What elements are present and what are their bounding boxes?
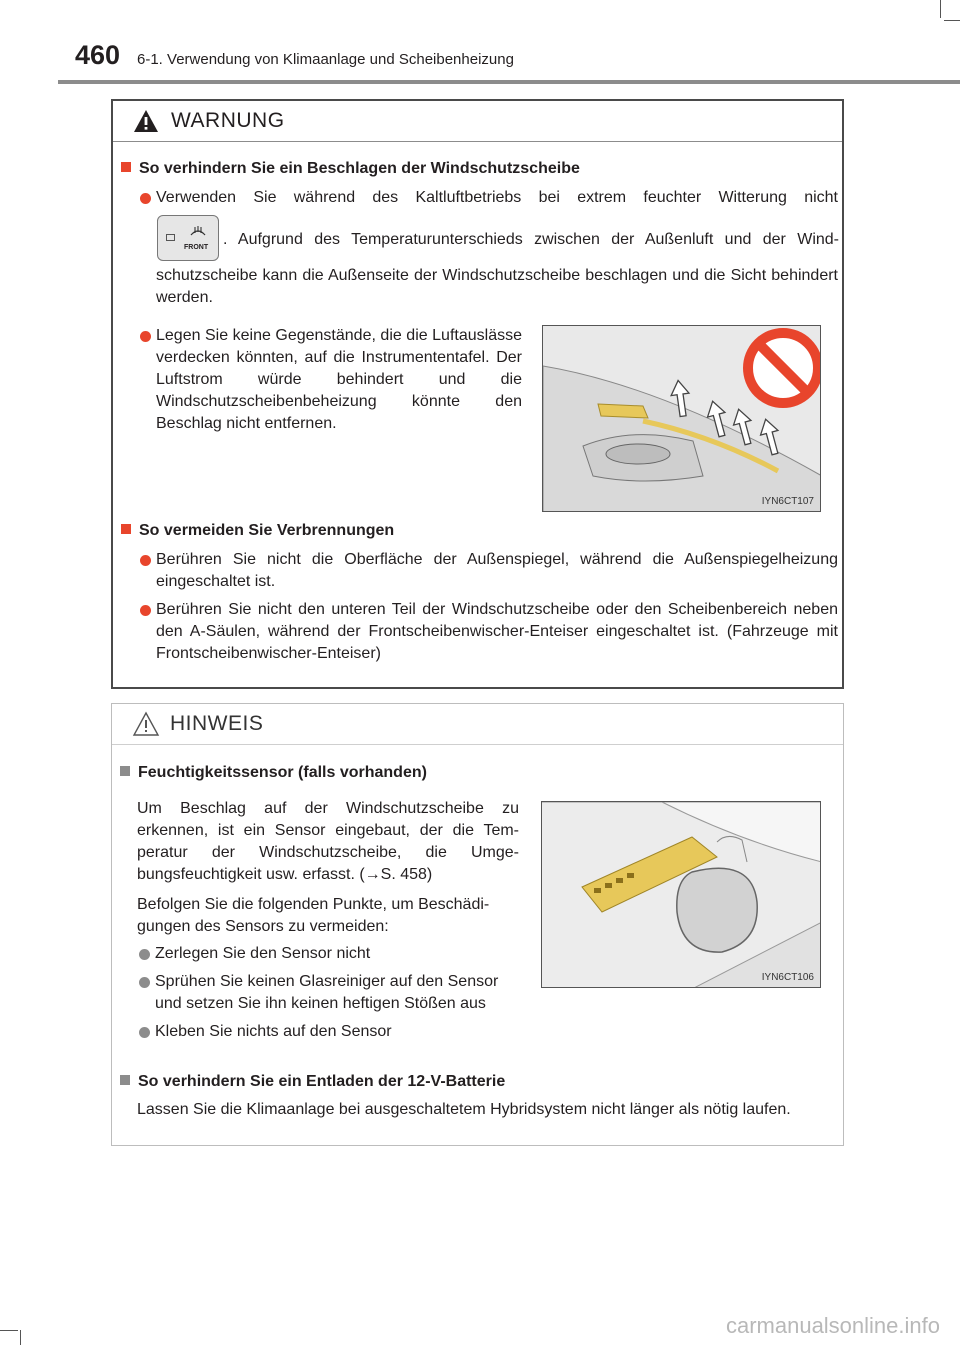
bullet-dot-icon	[140, 193, 151, 204]
section-heading: So verhindern Sie ein Entladen der 12-V-Batterie	[120, 1073, 505, 1091]
dashboard-figure	[542, 325, 821, 512]
bullet-dot-icon	[139, 977, 150, 988]
figure-code: IYN6CT107	[761, 496, 814, 507]
crop-mark	[940, 0, 941, 18]
indicator-icon	[166, 234, 175, 241]
bullet-text: schutzscheibe kann die Außenseite der Windschutzscheibe beschlagen und die Sicht behindert werden.	[156, 267, 838, 306]
bullet-text: Zerlegen Sie den Sensor nicht	[155, 945, 371, 962]
warning-triangle-icon	[133, 109, 159, 133]
caution-triangle-icon	[132, 711, 160, 737]
bullet-dot-icon	[139, 1027, 150, 1038]
header-rule	[58, 80, 960, 84]
footer-brand: carmanualsonline.info	[725, 1313, 940, 1338]
bullet-dot-icon	[139, 949, 150, 960]
paragraph: Lassen Sie die Klimaanlage bei ausgeschaltetem Hybridsystem nicht länger als nötig laufen.	[137, 1101, 791, 1118]
crop-mark	[944, 20, 960, 21]
warning-box	[111, 99, 844, 689]
crop-mark	[20, 1330, 21, 1345]
note-header	[112, 704, 843, 745]
square-bullet-icon	[121, 524, 131, 534]
bullet-dot-icon	[140, 331, 151, 342]
bullet-text: . Aufgrund des Temperaturunterschieds zwischen der Außenluft und der Wind-	[223, 231, 839, 248]
square-bullet-icon	[120, 1075, 130, 1085]
bullet-text: Sprühen Sie keinen Glasreiniger auf den Sensor und setzen Sie ihn keinen heftigen Stößen aus	[155, 973, 499, 1012]
dashboard-illustration	[543, 326, 821, 512]
button-label: FRONT	[184, 244, 209, 251]
section-heading: Feuchtigkeitssensor (falls vorhanden)	[120, 764, 427, 782]
square-bullet-icon	[121, 162, 131, 172]
bullet-text: Verwenden Sie während des Kaltluftbetriebs bei extrem feuchter Witterung nicht	[156, 189, 838, 206]
bullet-text: Legen Sie keine Gegenstände, die die Luftauslässe verdecken könnten, auf die Instrumententafel. Der Luftstrom würde behindert und die Windschutzscheibenbeheizung könnte den Beschlag nicht entfernen.	[156, 327, 522, 432]
prohibited-icon	[748, 333, 818, 403]
section-heading: So verhindern Sie ein Beschlagen der Windschutzscheibe	[121, 160, 580, 178]
note-title: HINWEIS	[170, 712, 264, 735]
paragraph: Um Beschlag auf der Windschutzscheibe zu erkennen, ist ein Sensor eingebaut, der die Temperatur der Windschutzscheibe, die Umgebungsfeuchtigkeit usw. erfasst. (→S. 458)	[137, 800, 519, 883]
chapter-title: 6-1. Verwendung von Klimaanlage und Scheibenheizung	[137, 51, 514, 68]
bullet-text: Berühren Sie nicht die Oberfläche der Außenspiegel, während die Außenspiegelheizung eingeschaltet ist.	[156, 551, 838, 590]
paragraph: Befolgen Sie die folgenden Punkte, um Beschädigungen des Sensors zu vermeiden:	[137, 896, 490, 935]
crop-mark	[0, 1330, 18, 1331]
page-number: 460	[75, 40, 121, 70]
note-box	[111, 703, 844, 1146]
warning-title: WARNUNG	[171, 109, 285, 132]
bullet-dot-icon	[140, 605, 151, 616]
defroster-icon	[190, 225, 206, 237]
square-bullet-icon	[120, 766, 130, 776]
bullet-text: Berühren Sie nicht den unteren Teil der Windschutzscheibe oder den Scheibenbereich neben den A-Säulen, während der Frontscheibenwischer-Enteiser eingeschaltet ist. (Fahrzeuge mit Frontscheibenwischer-Enteiser)	[156, 601, 838, 662]
sensor-illustration	[542, 802, 821, 988]
bullet-text: Kleben Sie nichts auf den Sensor	[155, 1023, 392, 1040]
front-defroster-button-image	[157, 215, 219, 261]
bullet-dot-icon	[140, 555, 151, 566]
section-heading: So vermeiden Sie Verbrennungen	[121, 522, 394, 540]
warning-header	[113, 101, 842, 142]
figure-code: IYN6CT106	[761, 972, 814, 983]
sensor-figure	[541, 801, 821, 988]
